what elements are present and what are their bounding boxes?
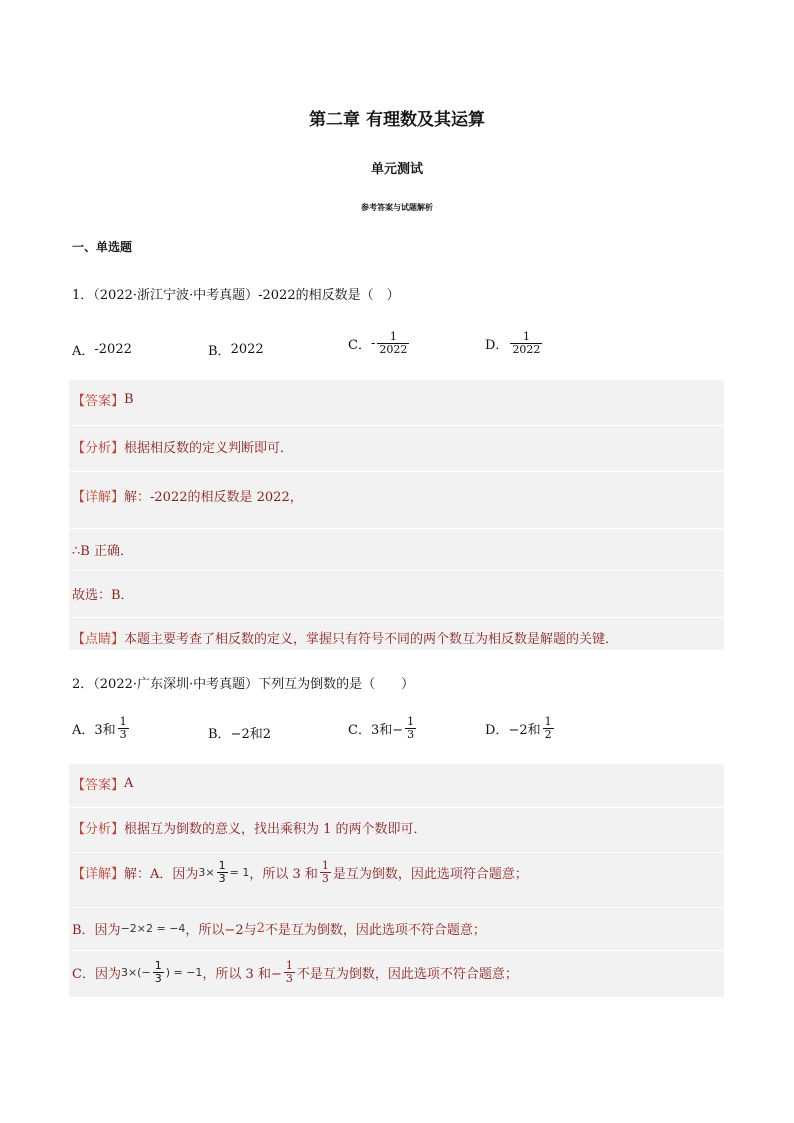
q2-option-a-pre: 3和 xyxy=(94,723,116,738)
analysis-tag: 【分析】 xyxy=(72,441,125,456)
detail-c-mid: ，所以 3 和− xyxy=(202,967,282,982)
fraction-numerator: 1 xyxy=(321,859,329,872)
answer-value: A xyxy=(124,776,134,791)
analysis-text: 根据互为倒数的意义，找出乘积为 1 的两个数即可． xyxy=(124,822,427,837)
section-heading: 一、单选题 xyxy=(72,240,133,254)
comment-tag: 【点睛】 xyxy=(72,632,125,647)
q1-answer xyxy=(72,390,134,409)
detail-a-fraction xyxy=(217,860,228,885)
q2-option-d-fraction xyxy=(543,716,554,741)
detail-a-pre: 解：A．因为 xyxy=(124,867,199,882)
detail-tag: 【详解】 xyxy=(72,490,125,505)
q1-detail xyxy=(72,486,303,505)
detail-b-pre: B．因为 xyxy=(72,923,121,938)
detail-a-expr1: 3× xyxy=(198,866,215,879)
answer-note: 参考答案与试题解析 xyxy=(361,203,433,212)
divider xyxy=(69,950,724,951)
divider xyxy=(69,907,724,908)
q1-option-b-label: B． xyxy=(208,344,231,359)
fraction-denominator: 3 xyxy=(407,728,415,741)
q1-option-a-label: A． xyxy=(72,344,95,359)
fraction-numerator: 1 xyxy=(154,959,162,972)
q2-option-a-label: A． xyxy=(72,723,95,738)
fraction-denominator: 3 xyxy=(154,972,162,985)
fraction-denominator: 3 xyxy=(218,872,226,885)
q2-detail-a xyxy=(72,860,528,885)
q1-analysis xyxy=(72,437,293,456)
detail-b-mid: ，所以−2与 xyxy=(185,923,257,938)
detail-c-expr1: 3×(− xyxy=(120,966,151,979)
q1-option-a-value: -2022 xyxy=(94,342,132,357)
fraction-denominator: 2022 xyxy=(512,343,541,356)
detail-a-fraction-2 xyxy=(320,860,331,885)
fraction-numerator: 1 xyxy=(522,330,530,343)
detail-a-expr2: = 1 xyxy=(229,866,250,879)
q2-analysis xyxy=(72,818,427,837)
q2-detail-b xyxy=(72,919,486,938)
fraction-denominator: 2022 xyxy=(379,343,408,356)
q2-option-c-label: C． xyxy=(348,723,371,738)
answer-value: B xyxy=(124,392,134,407)
q1-detail-line3: 故选：B． xyxy=(72,588,134,603)
fraction-numerator: 1 xyxy=(285,959,293,972)
q2-option-d-pre: −2和 xyxy=(508,723,541,738)
q2-option-d xyxy=(485,716,556,741)
divider xyxy=(69,807,724,808)
q2-option-c-fraction xyxy=(405,716,416,741)
fraction-numerator: 1 xyxy=(407,715,415,728)
detail-c-fraction xyxy=(153,960,164,985)
detail-c-pre: C．因为 xyxy=(72,967,121,982)
detail-b-expr: −2×2 = −4 xyxy=(120,922,186,935)
q1-option-c xyxy=(348,331,411,356)
fraction-denominator: 3 xyxy=(119,728,127,741)
detail-a-end: 是互为倒数，因此选项符合题意； xyxy=(332,867,528,882)
detail-a-mid: ，所以 3 和 xyxy=(249,867,318,882)
question-1-stem: 1．（2022·浙江宁波·中考真题）-2022的相反数是（ ） xyxy=(72,288,400,303)
fraction-numerator: 1 xyxy=(389,330,397,343)
fraction-numerator: 1 xyxy=(544,715,552,728)
q2-option-a xyxy=(72,716,131,741)
divider xyxy=(69,570,724,571)
q2-option-c xyxy=(348,716,418,741)
detail-c-end: 不是互为倒数，因此选项不符合题意； xyxy=(296,967,518,982)
q2-option-b-value: −2和2 xyxy=(230,727,271,742)
fraction-denominator: 3 xyxy=(321,872,329,885)
q2-detail-c xyxy=(72,960,518,985)
divider xyxy=(69,852,724,853)
divider xyxy=(69,425,724,426)
divider xyxy=(69,528,724,529)
q1-option-b xyxy=(208,340,264,359)
question-2-stem: 2．（2022·广东深圳·中考真题）下列互为倒数的是（ ） xyxy=(72,677,415,692)
q1-option-d-label: D． xyxy=(485,338,509,353)
q2-option-c-pre: 3和− xyxy=(370,723,404,738)
fraction-numerator: 1 xyxy=(218,859,226,872)
q1-option-a xyxy=(72,340,132,359)
answer-tag: 【答案】 xyxy=(72,394,125,409)
page-title: 第二章 有理数及其运算 xyxy=(309,110,485,130)
q2-option-a-fraction xyxy=(118,716,129,741)
q2-option-d-label: D． xyxy=(485,723,509,738)
q1-option-d xyxy=(485,331,544,356)
page-subtitle: 单元测试 xyxy=(370,162,423,177)
q1-option-b-value: 2022 xyxy=(230,342,264,357)
detail-c-expr2: ) = −1 xyxy=(165,966,203,979)
analysis-text: 根据相反数的定义判断即可． xyxy=(124,441,294,456)
q2-option-b xyxy=(208,723,271,742)
detail-text: 解：-2022的相反数是 2022， xyxy=(124,490,303,505)
detail-c-fraction-2 xyxy=(284,960,295,985)
divider xyxy=(69,617,724,618)
fraction-denominator: 2 xyxy=(544,728,552,741)
q1-option-d-fraction xyxy=(510,331,542,356)
q2-option-b-label: B． xyxy=(208,727,231,742)
detail-b-end: 不是互为倒数，因此选项不符合题意； xyxy=(264,923,486,938)
analysis-tag: 【分析】 xyxy=(72,822,125,837)
q1-option-c-fraction xyxy=(377,331,409,356)
fraction-numerator: 1 xyxy=(119,715,127,728)
q2-answer xyxy=(72,774,133,793)
divider xyxy=(69,471,724,472)
q1-option-c-sign: - xyxy=(370,336,376,351)
q1-option-c-label: C． xyxy=(348,338,371,353)
q1-comment xyxy=(72,628,618,647)
detail-tag: 【详解】 xyxy=(72,867,125,882)
fraction-denominator: 3 xyxy=(285,972,293,985)
q1-detail-line2: ∴B 正确． xyxy=(72,544,133,559)
q1-solution-box xyxy=(69,380,724,650)
answer-tag: 【答案】 xyxy=(72,778,125,793)
comment-text: 本题主要考查了相反数的定义，掌握只有符号不同的两个数互为相反数是解题的关键． xyxy=(124,632,619,647)
detail-b-red: 2 xyxy=(256,921,265,936)
